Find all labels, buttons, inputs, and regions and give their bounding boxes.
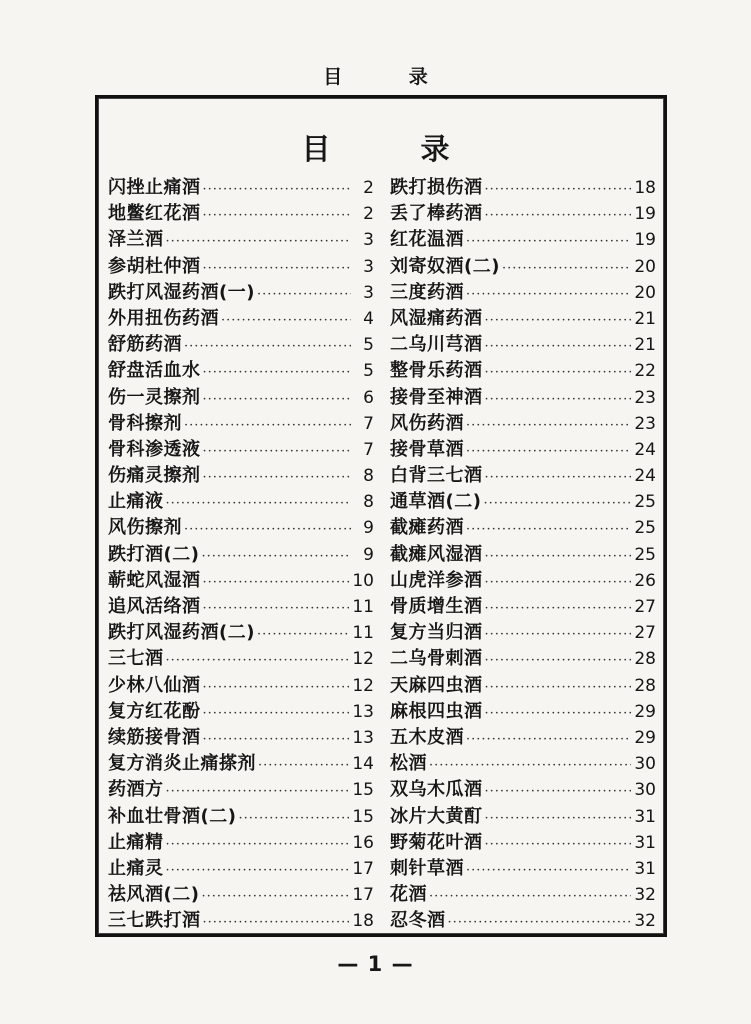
toc-entry-page: 7: [363, 413, 374, 434]
dot-leader: [258, 753, 349, 779]
dot-leader: [203, 910, 350, 936]
toc-entry-name: 祛风酒(二): [108, 884, 200, 906]
toc-entry: [108, 620, 374, 646]
toc-entry-name: 二乌川芎酒: [390, 334, 483, 356]
dot-leader: [203, 387, 352, 413]
toc-entry-page: 17: [352, 858, 374, 879]
toc-entry-page: 6: [363, 387, 374, 408]
toc-entry-name: 追风活络酒: [108, 596, 201, 617]
dot-leader: [485, 570, 632, 596]
toc-entry-name: 三七酒: [108, 648, 164, 670]
toc-entry-name: 舒筋药酒: [108, 334, 182, 356]
toc-entry: [108, 437, 374, 463]
toc-entry: [390, 227, 656, 253]
toc-entry-page: 12: [352, 675, 374, 696]
toc-entry-page: 2: [363, 204, 374, 225]
toc-entry-page: 16: [352, 832, 374, 853]
dot-leader: [203, 675, 350, 701]
toc-entry-name: 风伤擦剂: [108, 517, 182, 539]
toc-entry-page: 31: [634, 806, 656, 827]
toc-entry: [390, 646, 656, 672]
toc-entry: [108, 777, 374, 803]
dot-leader: [257, 622, 349, 648]
toc-entry-name: 整骨乐药酒: [390, 360, 483, 382]
toc-entry-name: 蕲蛇风湿酒: [108, 569, 201, 591]
toc-entry: [390, 542, 656, 568]
toc-entry-name: 截瘫风湿酒: [390, 543, 483, 565]
toc-entry-page: 3: [363, 282, 374, 303]
dot-leader: [485, 596, 632, 622]
dot-leader: [485, 622, 632, 648]
dot-leader: [203, 360, 352, 386]
toc-entry-name: 少林八仙酒: [108, 674, 201, 696]
toc-entry: [108, 280, 374, 306]
dot-leader: [485, 334, 632, 360]
toc-entry-page: 24: [634, 466, 656, 487]
dot-leader: [485, 806, 632, 832]
toc-entry-name: 截瘫药酒: [390, 517, 464, 539]
dot-leader: [485, 648, 632, 674]
toc-entry: [108, 332, 374, 358]
dot-leader: [485, 832, 632, 858]
toc-entry-name: 花酒: [390, 884, 427, 906]
toc-entry-name: 野菊花叶酒: [390, 831, 483, 853]
dot-leader: [485, 203, 632, 229]
toc-right-column: [390, 175, 656, 934]
toc-entry-page: 23: [634, 387, 656, 408]
toc-entry-page: 3: [363, 256, 374, 277]
toc-entry: [108, 489, 374, 515]
toc-entry-name: 地鳖红花酒: [108, 203, 201, 225]
toc-entry-page: 8: [363, 492, 374, 513]
dot-leader: [466, 517, 631, 543]
toc-entry: [108, 254, 374, 280]
toc-entry: [108, 306, 374, 332]
toc-entry-page: 26: [634, 570, 656, 591]
toc-entry-page: 30: [634, 754, 656, 775]
dot-leader: [502, 256, 631, 282]
toc-entry-name: 接骨草酒: [390, 438, 464, 460]
toc-title: 目 录: [301, 132, 490, 166]
dot-leader: [166, 648, 350, 674]
toc-entry: [108, 673, 374, 699]
toc-entry: [390, 515, 656, 541]
toc-entry-page: 15: [352, 806, 374, 827]
toc-entry-name: 骨科渗透液: [108, 438, 201, 460]
toc-entry: [390, 201, 656, 227]
toc-entry-name: 伤痛灵擦剂: [108, 465, 201, 487]
toc-entry: [390, 437, 656, 463]
toc-entry-name: 止痛灵: [108, 857, 164, 879]
dot-leader: [448, 910, 632, 936]
toc-entry-page: 11: [352, 597, 374, 617]
dot-leader: [203, 727, 350, 753]
toc-entry-name: 三度药酒: [390, 281, 464, 303]
toc-entry-name: 舒盘活血水: [108, 360, 201, 382]
toc-entry-page: 8: [363, 466, 374, 487]
dot-leader: [203, 465, 352, 491]
toc-entry-name: 复方消炎止痛搽剂: [108, 753, 256, 775]
dot-leader: [166, 779, 350, 805]
toc-entry: [108, 830, 374, 856]
toc-entry-page: 15: [352, 780, 374, 801]
dot-leader: [203, 256, 352, 282]
toc-entry-name: 骨科擦剂: [108, 412, 182, 434]
toc-entry: [108, 411, 374, 437]
toc-entry: [390, 568, 656, 594]
toc-entry-name: 药酒方: [108, 779, 164, 801]
toc-entry-name: 二乌骨刺酒: [390, 648, 483, 670]
dot-leader: [485, 544, 632, 570]
toc-entry: [108, 175, 374, 201]
dot-leader: [485, 360, 632, 386]
toc-entry-name: 外用扭伤药酒: [108, 307, 219, 329]
toc-entry-name: 闪挫止痛酒: [108, 177, 201, 198]
toc-entry: [390, 777, 656, 803]
dot-leader: [485, 701, 632, 727]
toc-entry-page: 3: [363, 230, 374, 251]
toc-entry: [390, 332, 656, 358]
dot-leader: [485, 465, 632, 491]
toc-entry-name: 跌打酒(二): [108, 543, 200, 565]
dot-leader: [201, 884, 349, 910]
dot-leader: [166, 491, 352, 517]
dot-leader: [166, 858, 350, 884]
toc-entry-name: 冰片大黄酊: [390, 805, 483, 827]
toc-entry-name: 风湿痛药酒: [390, 307, 483, 329]
dot-leader: [201, 544, 351, 570]
toc-entry: [390, 908, 656, 934]
dot-leader: [166, 229, 352, 255]
toc-entry-page: 14: [352, 754, 374, 775]
running-header: 目 录: [323, 66, 458, 88]
dot-leader: [184, 334, 351, 360]
dot-leader: [466, 858, 631, 884]
toc-entry-name: 跌打风湿药酒(一): [108, 281, 255, 303]
toc-entry-name: 通草酒(二): [390, 491, 482, 513]
toc-entry-name: 续筋接骨酒: [108, 726, 201, 748]
toc-entry-page: 10: [352, 570, 374, 591]
dot-leader: [203, 203, 352, 229]
toc-entry: [390, 489, 656, 515]
toc-entry-page: 29: [634, 727, 656, 748]
dot-leader: [203, 177, 352, 203]
dot-leader: [257, 282, 351, 308]
toc-entry-name: 松酒: [390, 753, 427, 775]
toc-entry-page: 24: [634, 439, 656, 460]
toc-entry: [108, 542, 374, 568]
toc-entry: [390, 699, 656, 725]
toc-entry: [390, 175, 656, 201]
toc-entry-page: 18: [352, 911, 374, 932]
dot-leader: [221, 308, 351, 334]
dot-leader: [485, 387, 632, 413]
page-number: — 1 —: [337, 952, 414, 976]
toc-entry-page: 31: [634, 858, 656, 879]
toc-entry-page: 13: [352, 727, 374, 748]
toc-entry: [108, 882, 374, 908]
dot-leader: [429, 753, 631, 779]
toc-entry-page: 30: [634, 780, 656, 801]
toc-entry-name: 接骨至神酒: [390, 386, 483, 408]
dot-leader: [166, 832, 350, 858]
toc-entry: [108, 463, 374, 489]
toc-entry: [108, 751, 374, 777]
toc-entry-name: 丢了棒药酒: [390, 203, 483, 225]
toc-entry-page: 13: [352, 701, 374, 722]
toc-entry-name: 止痛精: [108, 831, 164, 853]
toc-entry: [390, 856, 656, 882]
toc-entry-page: 17: [352, 885, 374, 906]
dot-leader: [203, 701, 350, 727]
toc-entry: [108, 201, 374, 227]
toc-entry-page: 23: [634, 413, 656, 434]
dot-leader: [485, 675, 632, 701]
toc-entry-page: 29: [634, 701, 656, 722]
toc-entry-name: 红花温酒: [390, 229, 464, 251]
toc-entry-name: 白背三七酒: [390, 465, 483, 487]
dot-leader: [485, 308, 632, 334]
toc-entry-name: 刘寄奴酒(二): [390, 255, 500, 277]
dot-leader: [429, 884, 631, 910]
toc-entry-page: 2: [363, 178, 374, 198]
toc-entry-name: 山虎洋参酒: [390, 569, 483, 591]
dot-leader: [203, 439, 352, 465]
toc-entry: [108, 646, 374, 672]
toc-entry-page: 32: [634, 885, 656, 906]
toc-entry-page: 12: [352, 649, 374, 670]
toc-entry-page: 19: [634, 230, 656, 251]
toc-entry: [390, 358, 656, 384]
toc-entry-page: 7: [363, 439, 374, 460]
dot-leader: [485, 779, 632, 805]
toc-entry-name: 补血壮骨酒(二): [108, 805, 237, 827]
toc-entry: [390, 306, 656, 332]
toc-entry-name: 五木皮酒: [390, 726, 464, 748]
toc-entry: [390, 411, 656, 437]
toc-entry-name: 止痛液: [108, 491, 164, 513]
toc-entry-name: 跌打风湿药酒(二): [108, 622, 255, 644]
toc-entry-name: 三七跌打酒: [108, 910, 201, 932]
toc-entry: [108, 358, 374, 384]
toc-entry-page: 20: [634, 282, 656, 303]
toc-entry: [108, 804, 374, 830]
toc-entry: [390, 725, 656, 751]
toc-entry-page: 25: [634, 544, 656, 565]
toc-entry-page: 31: [634, 832, 656, 853]
toc-entry-name: 双乌木瓜酒: [390, 779, 483, 801]
dot-leader: [483, 491, 631, 517]
dot-leader: [203, 596, 350, 622]
toc-entry: [108, 568, 374, 594]
toc-entry-name: 伤一灵擦剂: [108, 386, 201, 408]
toc-entry-page: 11: [352, 623, 374, 644]
toc-entry: [108, 385, 374, 411]
toc-entry-page: 32: [634, 911, 656, 932]
toc-entry-name: 跌打损伤酒: [390, 177, 483, 198]
toc-entry-page: 20: [634, 256, 656, 277]
toc-entry: [390, 254, 656, 280]
toc-entry-page: 25: [634, 518, 656, 539]
toc-entry: [390, 882, 656, 908]
dot-leader: [184, 517, 351, 543]
dot-leader: [203, 570, 350, 596]
toc-entry: [390, 804, 656, 830]
toc-entry-page: 28: [634, 649, 656, 670]
toc-entry-page: 5: [363, 361, 374, 382]
toc-entry: [390, 830, 656, 856]
toc-entry-page: 22: [634, 361, 656, 382]
dot-leader: [466, 439, 631, 465]
toc-entry-page: 21: [634, 308, 656, 329]
toc-entry: [390, 280, 656, 306]
toc-entry-name: 骨质增生酒: [390, 596, 483, 617]
toc-entry: [108, 725, 374, 751]
toc-entry-page: 4: [363, 308, 374, 329]
toc-entry-name: 风伤药酒: [390, 412, 464, 434]
dot-leader: [466, 413, 631, 439]
dot-leader: [466, 229, 631, 255]
dot-leader: [238, 806, 349, 832]
toc-left-column: [108, 175, 374, 934]
toc-entry: [108, 227, 374, 253]
toc-entry-page: 9: [363, 544, 374, 565]
toc-entry: [390, 463, 656, 489]
toc-entry-page: 28: [634, 675, 656, 696]
toc-entry-name: 刺针草酒: [390, 857, 464, 879]
toc-entry: [390, 385, 656, 411]
dot-leader: [466, 282, 631, 308]
toc-entry-name: 复方当归酒: [390, 622, 483, 644]
toc-entry-page: 18: [634, 178, 656, 198]
toc-entry: [390, 594, 656, 620]
toc-entry: [108, 856, 374, 882]
toc-entry-name: 天麻四虫酒: [390, 674, 483, 696]
toc-entry: [108, 594, 374, 620]
toc-entry: [108, 515, 374, 541]
dot-leader: [466, 727, 631, 753]
toc-entry-name: 参胡杜仲酒: [108, 255, 201, 277]
toc-entry-name: 泽兰酒: [108, 229, 164, 251]
toc-entry-page: 19: [634, 204, 656, 225]
toc-entry-page: 27: [634, 597, 656, 617]
toc-entry-page: 21: [634, 335, 656, 356]
toc-entry: [390, 673, 656, 699]
toc-entry: [390, 620, 656, 646]
toc-entry-name: 忍冬酒: [390, 910, 446, 932]
toc-entry-name: 麻根四虫酒: [390, 700, 483, 722]
toc-entry-name: 复方红花酚: [108, 700, 201, 722]
toc-entry-page: 27: [634, 623, 656, 644]
toc-entry-page: 25: [634, 492, 656, 513]
toc-entry: [390, 751, 656, 777]
dot-leader: [485, 177, 632, 203]
dot-leader: [184, 413, 351, 439]
toc-entry-page: 5: [363, 335, 374, 356]
toc-entry: [108, 699, 374, 725]
toc-entry: [108, 908, 374, 934]
toc-entry-page: 9: [363, 518, 374, 539]
